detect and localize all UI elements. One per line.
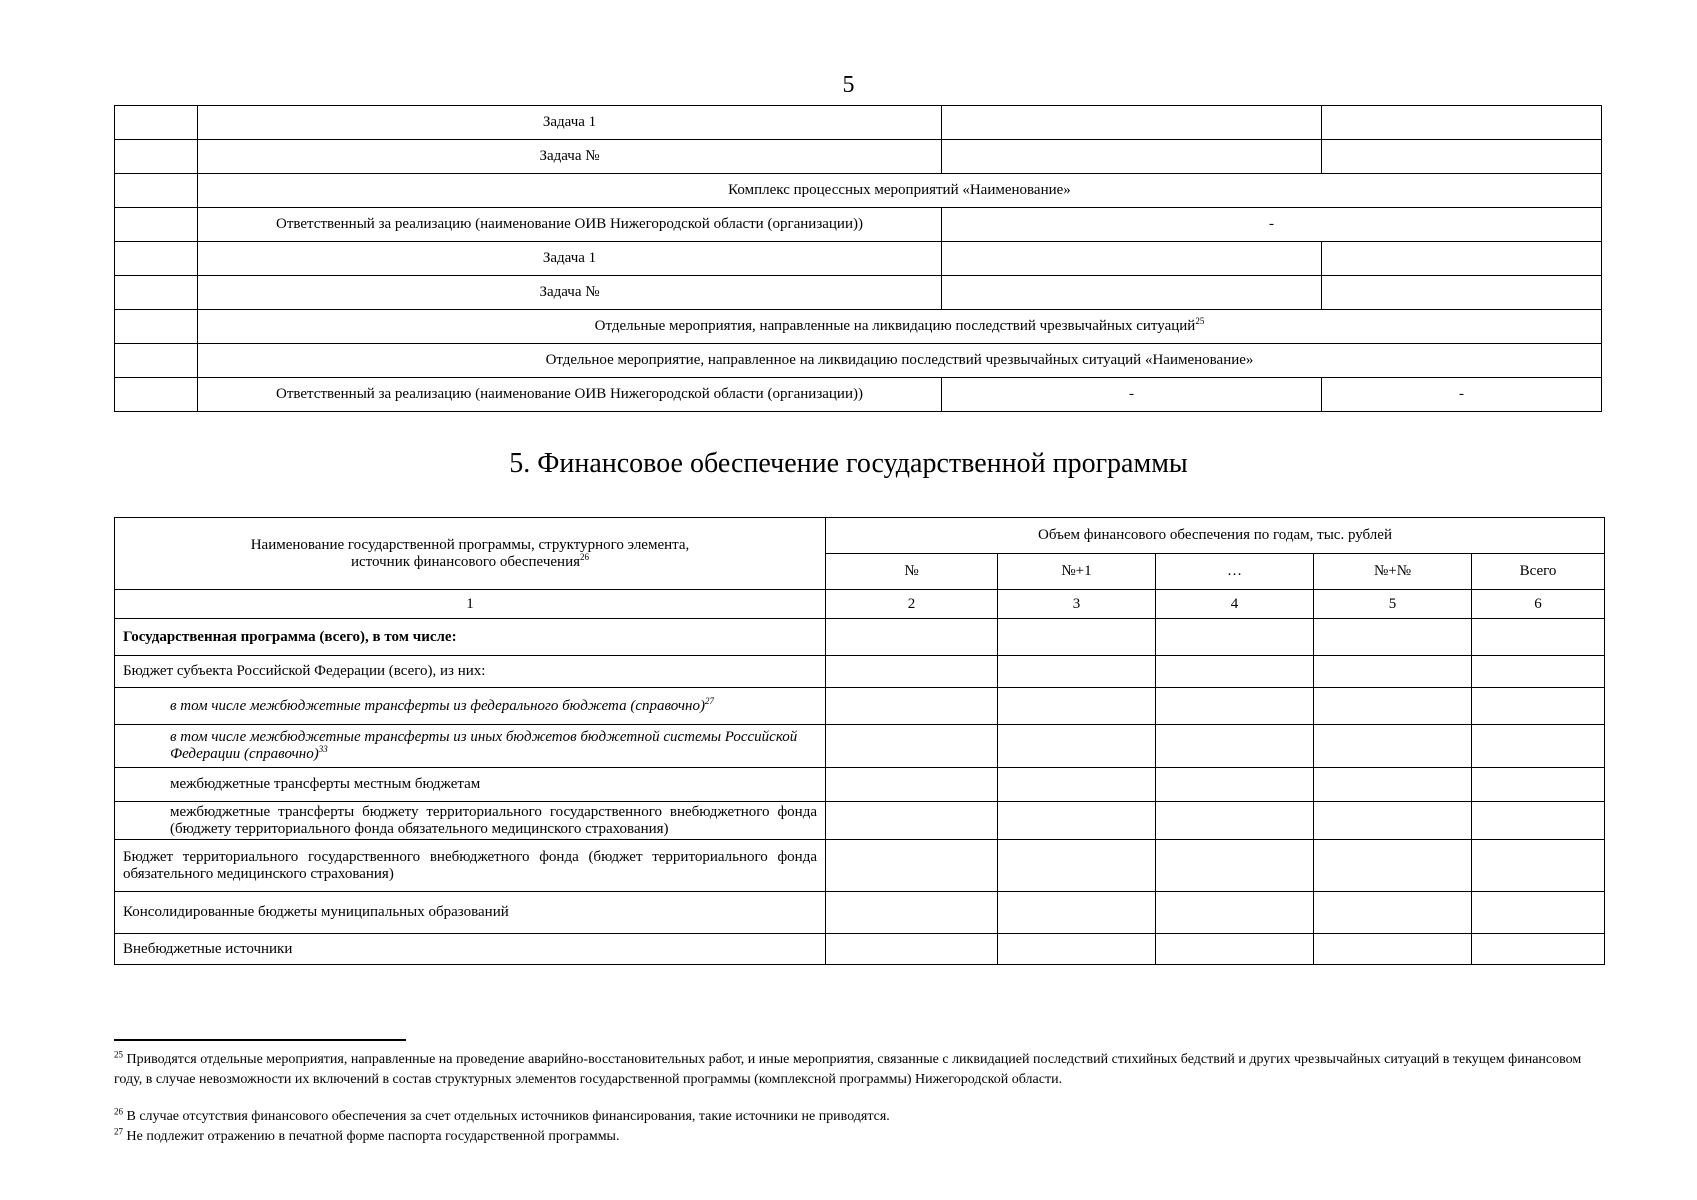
amount-cell bbox=[1314, 802, 1472, 840]
section-label-cell bbox=[198, 310, 1602, 344]
amount-cell bbox=[1314, 725, 1472, 768]
year-header: Всего bbox=[1472, 554, 1605, 590]
amount-cell bbox=[1472, 802, 1605, 840]
table-row bbox=[115, 344, 1602, 378]
amount-cell bbox=[1156, 802, 1314, 840]
amount-cell bbox=[998, 619, 1156, 656]
column-number: 5 bbox=[1314, 590, 1472, 619]
cell-text: Бюджет территориального государственного внебюджетного фонда (бюджет территориального фонда обязательного медицинского страхования) bbox=[123, 848, 817, 882]
label-cell: Задача № bbox=[198, 276, 942, 310]
source-label-cell bbox=[115, 802, 826, 840]
row-number-cell bbox=[115, 344, 198, 378]
cell-text: Отдельные мероприятия, направленные на ликвидацию последствий чрезвычайных ситуаций bbox=[594, 318, 1196, 334]
source-label-cell bbox=[115, 656, 826, 688]
column-number: 2 bbox=[826, 590, 998, 619]
value-cell bbox=[1322, 242, 1602, 276]
column-number: 6 bbox=[1472, 590, 1605, 619]
source-label-cell bbox=[115, 934, 826, 965]
cell-text: межбюджетные трансферты бюджету территориального государственного внебюджетного фонда (бюджету территориального фонда обязательного медицинского страхования) bbox=[170, 803, 817, 837]
amount-cell bbox=[998, 768, 1156, 802]
cell-text: Отдельное мероприятие, направленное на ликвидацию последствий чрезвычайных ситуаций «Наименование» bbox=[545, 352, 1254, 368]
table-row bbox=[115, 688, 1605, 725]
finance-table bbox=[114, 517, 1605, 965]
amount-cell bbox=[1314, 768, 1472, 802]
row-number-cell bbox=[115, 310, 198, 344]
amount-cell bbox=[826, 656, 998, 688]
table-row bbox=[115, 276, 1602, 310]
label-cell: Задача № bbox=[198, 140, 942, 174]
footnote-26 bbox=[114, 1107, 1592, 1127]
source-label-cell bbox=[115, 688, 826, 725]
amount-cell bbox=[998, 802, 1156, 840]
table-row bbox=[115, 656, 1605, 688]
row-number-cell bbox=[115, 242, 198, 276]
source-label-cell bbox=[115, 725, 826, 768]
label-cell: Ответственный за реализацию (наименование ОИВ Нижегородской области (организации)) bbox=[198, 378, 942, 412]
section-title: 5. Финансовое обеспечение государственной программы bbox=[509, 448, 1188, 479]
value-cell bbox=[1322, 276, 1602, 310]
year-header: №+1 bbox=[998, 554, 1156, 590]
footnote-ref: 33 bbox=[318, 744, 328, 754]
cell-text: в том числе межбюджетные трансферты из федерального бюджета (справочно) bbox=[170, 697, 705, 714]
row-number-cell bbox=[115, 106, 198, 140]
value-cell: - bbox=[942, 208, 1602, 242]
footnote-divider bbox=[114, 1039, 406, 1041]
cell-text: Консолидированные бюджеты муниципальных образований bbox=[123, 904, 509, 920]
footnote-number: 27 bbox=[114, 1126, 123, 1137]
table-row bbox=[115, 378, 1602, 412]
table-row bbox=[115, 619, 1605, 656]
source-label-cell bbox=[115, 840, 826, 892]
row-number-cell bbox=[115, 140, 198, 174]
amount-cell bbox=[1314, 619, 1472, 656]
footnote-27 bbox=[114, 1127, 1592, 1147]
amount-cell bbox=[826, 934, 998, 965]
label-cell: Задача 1 bbox=[198, 242, 942, 276]
amount-cell bbox=[1314, 656, 1472, 688]
amount-cell bbox=[998, 725, 1156, 768]
measures-table bbox=[114, 105, 1602, 412]
value-cell bbox=[942, 242, 1322, 276]
amount-cell bbox=[1472, 656, 1605, 688]
page-number: 5 bbox=[842, 72, 855, 98]
amount-cell bbox=[1156, 656, 1314, 688]
year-header: № bbox=[826, 554, 998, 590]
source-label-cell bbox=[115, 768, 826, 802]
footnote-text: В случае отсутствия финансового обеспечения за счет отдельных источников финансирования, такие источники не приводятся. bbox=[126, 1109, 890, 1124]
amount-cell bbox=[1156, 619, 1314, 656]
footnote-text: Не подлежит отражению в печатной форме паспорта государственной программы. bbox=[126, 1129, 620, 1144]
table-row bbox=[115, 840, 1605, 892]
table-row bbox=[115, 106, 1602, 140]
table-row bbox=[115, 242, 1602, 276]
table-row bbox=[115, 310, 1602, 344]
table-row bbox=[115, 140, 1602, 174]
amount-cell bbox=[998, 840, 1156, 892]
table-row bbox=[115, 208, 1602, 242]
amount-cell bbox=[1472, 892, 1605, 934]
value-cell: - bbox=[1322, 378, 1602, 412]
amount-cell bbox=[826, 688, 998, 725]
value-cell bbox=[942, 106, 1322, 140]
amount-cell bbox=[1156, 688, 1314, 725]
amount-cell bbox=[1156, 892, 1314, 934]
source-label-cell bbox=[115, 619, 826, 656]
amount-cell bbox=[826, 840, 998, 892]
amount-cell bbox=[998, 688, 1156, 725]
amount-cell bbox=[1156, 934, 1314, 965]
amount-cell bbox=[1314, 892, 1472, 934]
amount-cell bbox=[1156, 768, 1314, 802]
table-row bbox=[115, 174, 1602, 208]
amount-cell bbox=[1472, 840, 1605, 892]
amount-cell bbox=[1156, 725, 1314, 768]
amount-cell bbox=[1314, 840, 1472, 892]
section-label-cell bbox=[198, 344, 1602, 378]
amount-cell bbox=[826, 619, 998, 656]
amount-cell bbox=[1472, 768, 1605, 802]
table-row bbox=[115, 934, 1605, 965]
column-number: 4 bbox=[1156, 590, 1314, 619]
row-number-cell bbox=[115, 276, 198, 310]
footnote-number: 25 bbox=[114, 1049, 123, 1060]
footnote-text: Приводятся отдельные мероприятия, направленные на проведение аварийно-восстановительных работ, и иные мероприятия, связанные с ликвидацией последствий стихийных бедствий и других чрезвычайных ситуаций в текущем финансовом году, в случае невозможности их включений в состав структурных элементов государственной программы (комплексной программы) Нижегородской области. bbox=[114, 1052, 1582, 1087]
value-cell bbox=[942, 140, 1322, 174]
amount-cell bbox=[826, 802, 998, 840]
footnote-25 bbox=[114, 1050, 1592, 1090]
amount-cell bbox=[998, 934, 1156, 965]
amount-cell bbox=[1472, 688, 1605, 725]
amount-cell bbox=[1314, 688, 1472, 725]
footnote-number: 26 bbox=[114, 1106, 123, 1117]
header-name: Наименование государственной программы, структурного элемента, bbox=[250, 536, 690, 553]
amount-cell bbox=[998, 656, 1156, 688]
row-number-cell bbox=[115, 378, 198, 412]
amount-cell bbox=[1472, 619, 1605, 656]
label-cell: Задача 1 bbox=[198, 106, 942, 140]
table-row bbox=[115, 892, 1605, 934]
footnote-ref: 25 bbox=[1195, 316, 1205, 326]
amount-cell bbox=[826, 768, 998, 802]
amount-cell bbox=[1472, 725, 1605, 768]
cell-text: Государственная программа (всего), в том числе: bbox=[123, 628, 457, 645]
footnote-ref: 26 bbox=[580, 551, 589, 562]
table-row bbox=[115, 768, 1605, 802]
value-cell: - bbox=[942, 378, 1322, 412]
table-row bbox=[115, 802, 1605, 840]
amount-cell bbox=[998, 892, 1156, 934]
cell-text: Внебюджетные источники bbox=[123, 940, 293, 957]
column-number: 1 bbox=[115, 590, 826, 619]
amount-cell bbox=[1156, 840, 1314, 892]
value-cell bbox=[1322, 140, 1602, 174]
amount-cell bbox=[1314, 934, 1472, 965]
cell-text: Комплекс процессных мероприятий «Наименование» bbox=[728, 182, 1071, 198]
source-label-cell bbox=[115, 892, 826, 934]
label-cell: Ответственный за реализацию (наименование ОИВ Нижегородской области (организации)) bbox=[198, 208, 942, 242]
amount-cell bbox=[1472, 934, 1605, 965]
table-row bbox=[115, 725, 1605, 768]
header-name-cell bbox=[115, 518, 826, 590]
header-volume: Объем финансового обеспечения по годам, тыс. рублей bbox=[826, 518, 1605, 554]
cell-text: в том числе межбюджетные трансферты из иных бюджетов бюджетной системы Российской Федерации (справочно) bbox=[170, 729, 798, 762]
section-label-cell bbox=[198, 174, 1602, 208]
column-number: 3 bbox=[998, 590, 1156, 619]
value-cell bbox=[942, 276, 1322, 310]
amount-cell bbox=[826, 725, 998, 768]
value-cell bbox=[1322, 106, 1602, 140]
row-number-cell bbox=[115, 174, 198, 208]
cell-text: межбюджетные трансферты местным бюджетам bbox=[170, 776, 481, 792]
year-header: … bbox=[1156, 554, 1314, 590]
year-header: №+№ bbox=[1314, 554, 1472, 590]
header-name-line2: источник финансового обеспечения bbox=[350, 553, 580, 570]
footnote-ref: 27 bbox=[705, 695, 714, 706]
row-number-cell bbox=[115, 208, 198, 242]
amount-cell bbox=[826, 892, 998, 934]
cell-text: Бюджет субъекта Российской Федерации (всего), из них: bbox=[123, 663, 486, 679]
